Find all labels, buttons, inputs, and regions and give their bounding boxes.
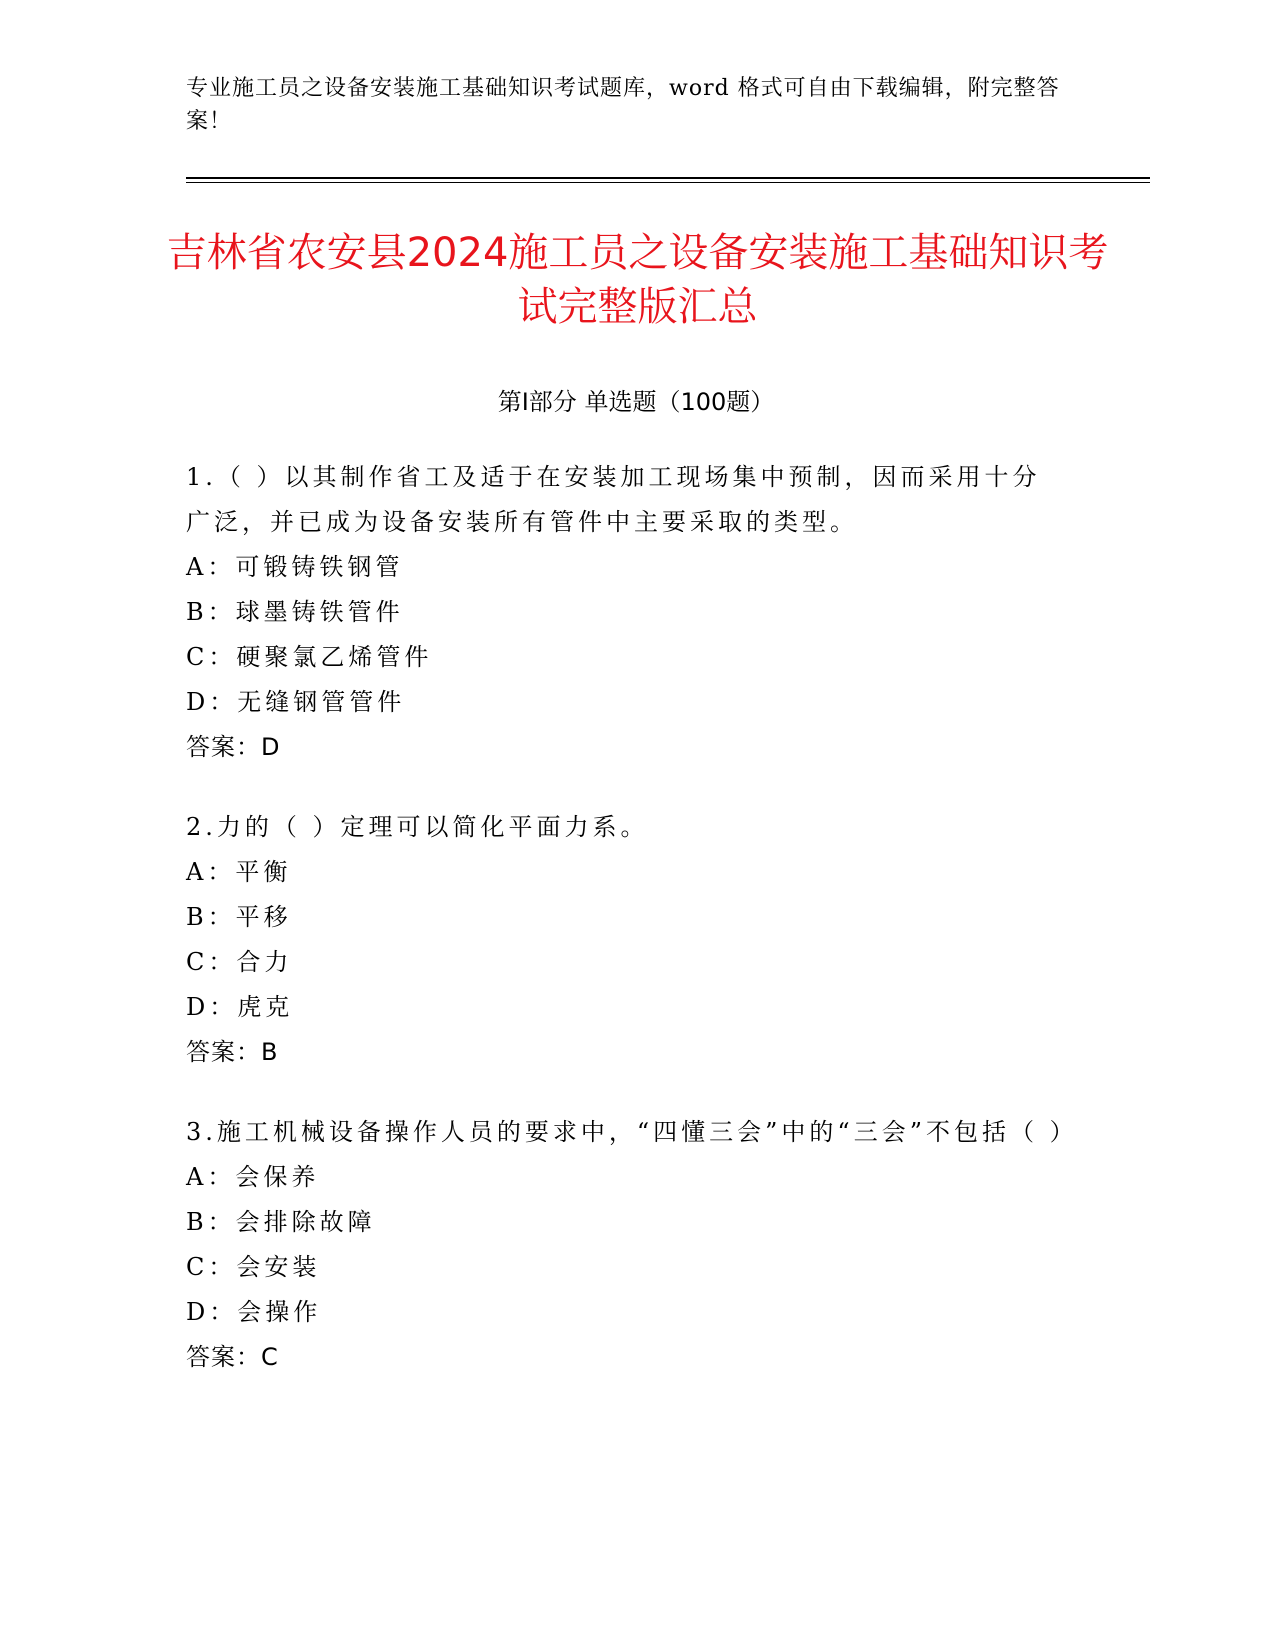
option-d: D：会操作 — [186, 1298, 322, 1326]
option-d: D：无缝钢管管件 — [186, 688, 406, 716]
header-divider-thin — [186, 182, 1150, 183]
answer: 答案：C — [186, 1343, 279, 1371]
question-stem: 2.力的（ ）定理可以简化平面力系。 — [186, 813, 649, 841]
header-note: 专业施工员之设备安装施工基础知识考试题库，word 格式可自由下载编辑，附完整答案！ — [186, 76, 1060, 134]
section-heading: 第Ⅰ部分 单选题（100题） — [497, 388, 775, 416]
question-stem: 3.施工机械设备操作人员的要求中，“四懂三会”中的“三会”不包括（ ） — [186, 1118, 1078, 1146]
document-title: 吉林省农安县2024施工员之设备安装施工基础知识考试完整版汇总 — [166, 230, 1109, 330]
question-stem: 1.（ ）以其制作省工及适于在安装加工现场集中预制，因而采用十分广泛，并已成为设备安装所有管件中主要采取的类型。 — [186, 463, 1041, 536]
option-c: C：硬聚氯乙烯管件 — [186, 643, 433, 671]
option-a: A：可锻铸铁钢管 — [186, 553, 404, 581]
question-3 — [186, 1110, 1078, 1380]
option-a: A：会保养 — [186, 1163, 320, 1191]
answer: 答案：D — [186, 733, 281, 761]
answer: 答案：B — [186, 1038, 279, 1066]
header-divider-thick — [186, 177, 1150, 179]
option-c: C：会安装 — [186, 1253, 321, 1281]
option-a: A：平衡 — [186, 858, 292, 886]
question-1 — [186, 455, 1066, 770]
question-2 — [186, 805, 1066, 1075]
option-b: B：会排除故障 — [186, 1208, 376, 1236]
option-b: B：球墨铸铁管件 — [186, 598, 404, 626]
option-d: D：虎克 — [186, 993, 294, 1021]
option-b: B：平移 — [186, 903, 292, 931]
option-c: C：合力 — [186, 948, 293, 976]
